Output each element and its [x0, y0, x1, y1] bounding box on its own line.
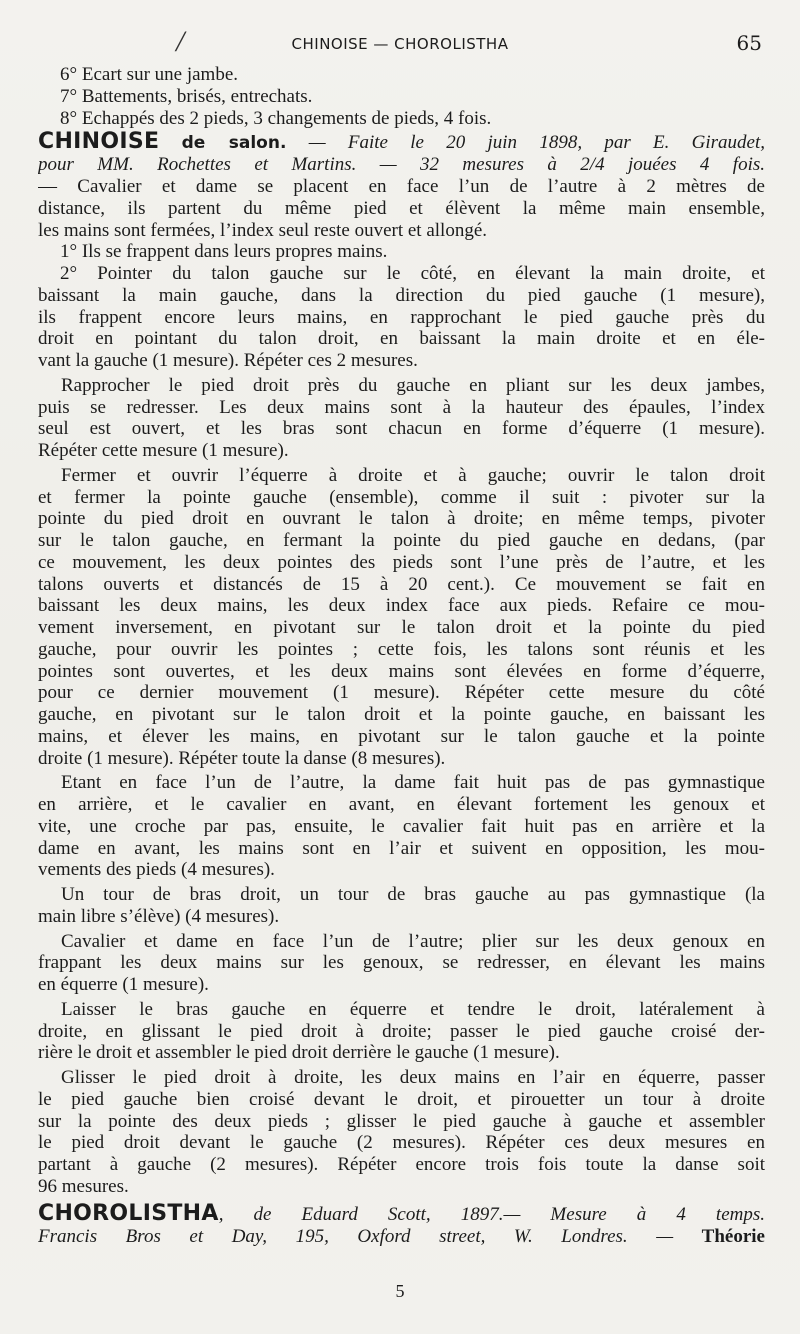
step-1: 1° Ils se frappent dans leurs propres mains.: [60, 241, 388, 263]
step-2: 2° Pointer du talon gauche sur le côté, en élevant la main droite, et: [60, 263, 765, 284]
text-line: talons ouverts et distancés de 15 à 20 cent.). Ce mouvement se fait en: [38, 573, 765, 595]
signature-mark: 5: [395, 1281, 405, 1301]
text-line: distance, ils partent du même pied et élèvent la même main ensemble,: [38, 197, 765, 219]
text-line: gauche, pour ouvrir les pointes ; cette fois, les talons sont réunis et les: [38, 638, 765, 660]
section-credit: — Faite le 20 juin 1898, par E. Giraudet,: [308, 132, 765, 154]
text-line: sur le talon gauche, en fermant la pointe du pied gauche en dedans, (par: [38, 530, 765, 551]
text-line: frappant les deux mains sur les genoux, se redresser, en élevant les mains: [38, 952, 765, 974]
text-line: mains, et élever les mains, en pivotant sur le talon gauche et la pointe: [38, 725, 765, 747]
text-line: puis se redresser. Les deux mains sont à la hauteur des épaules, l’index: [38, 396, 765, 418]
text-line: dame en avant, les mains sont en l’air et suivent en opposition, les mou-: [38, 837, 765, 859]
section-title: CHOROLISTHA: [38, 1200, 219, 1226]
text-line: le pied gauche bien croisé devant le droit, et pirouetter un tour à droite: [38, 1088, 765, 1110]
text-line: vant la gauche (1 mesure). Répéter ces 2 mesures.: [38, 350, 418, 371]
section-title: CHINOISE: [38, 129, 160, 155]
text-line: — Cavalier et dame se placent en face l’un de l’autre à 2 mètres de: [38, 176, 765, 197]
text-line: gauche, en pivotant sur le talon droit et la pointe gauche, en baissant les: [38, 704, 765, 725]
text-line: Glisser le pied droit à droite, les deux mains en l’air en équerre, passer: [61, 1067, 765, 1088]
text-line: pointes sont ouvertes, et les deux mains sont élevées en forme d’équerre,: [38, 660, 765, 682]
text-line: Un tour de bras droit, un tour de bras gauche au pas gymnastique (la: [61, 884, 765, 905]
text-line: partant à gauche (2 mesures). Répéter encore trois fois toute la danse soit: [38, 1154, 765, 1175]
text-line: droite, en glissant le pied droit à droite; passer le pied gauche croisé der-: [38, 1020, 765, 1042]
text-line: vement inversement, en pivotant sur le talon droit et la pointe du pied: [38, 617, 765, 638]
text-line: le pied droit devant le gauche (2 mesures). Répéter ces deux mesures en: [38, 1132, 765, 1154]
text-line: sur la pointe des deux pieds ; glisser le pied gauche à gauche et assembler: [38, 1110, 765, 1132]
section-meta: [38, 1226, 765, 1248]
text-line: les mains sont fermées, l’index seul reste ouvert et allongé.: [38, 219, 488, 241]
text-line: main libre s’élève) (4 mesures).: [38, 905, 280, 927]
text-line: Cavalier et dame en face l’un de l’autre; plier sur les deux genoux en: [61, 930, 765, 952]
text-line: Rapprocher le pied droit près du gauche en pliant sur les deux jambes,: [61, 374, 765, 396]
list-item: 8° Echappés des 2 pieds, 3 changements de pieds, 4 fois.: [60, 107, 492, 129]
text-line: Répéter cette mesure (1 mesure).: [38, 440, 289, 461]
theory-label: Théorie: [701, 1225, 765, 1247]
text-line: ce mouvement, les deux pointes des pieds sont l’une près de l’autre, et les: [38, 551, 765, 573]
text-line: rière le droit et assembler le pied droit derrière le gauche (1 mesure).: [38, 1042, 560, 1064]
text-line: 96 mesures.: [38, 1175, 129, 1197]
page-header: [0, 25, 800, 58]
text-line: pointe du pied droit en ouvrant le talon à droite; en même temps, pivoter: [38, 508, 765, 530]
text-line: Etant en face l’un de l’autre, la dame fait huit pas de pas gymnastique: [61, 772, 765, 794]
section-heading-chorolistha: [38, 1201, 765, 1226]
section-credit: , de Eduard Scott, 1897.— Mesure à 4 temps.: [218, 1203, 765, 1225]
text-line: et fermer la pointe gauche (ensemble), comme il suit : pivoter sur la: [38, 486, 765, 508]
page-body: [38, 64, 765, 1247]
text-line: Fermer et ouvrir l’équerre à droite et à gauche; ouvrir le talon droit: [61, 464, 765, 486]
text-line: en équerre (1 mesure).: [38, 974, 209, 995]
section-meta: pour MM. Rochettes et Martins. — 32 mesures à 2/4 jouées 4 fois.: [38, 154, 765, 176]
text-line: droite (1 mesure). Répéter toute la danse (8 mesures).: [38, 747, 446, 769]
section-subtitle: de salon.: [181, 133, 287, 154]
text-line: ils frappent encore leurs mains, en rapprochant le pied gauche près du: [38, 306, 765, 328]
text-line: vite, une croche par pas, ensuite, le cavalier fait huit pas en arrière et la: [38, 815, 765, 837]
text-line: droit en pointant du talon droit, en baissant la main droite et en éle-: [38, 328, 765, 350]
page-number: 65: [736, 31, 762, 55]
text-line: vements des pieds (4 mesures).: [38, 859, 275, 881]
list-item: 6° Ecart sur une jambe.: [60, 64, 239, 85]
text-line: Laisser le bras gauche en équerre et tendre le droit, latéralement à: [61, 998, 765, 1020]
section-heading-chinoise: [38, 129, 765, 154]
text-line: baissant la main gauche, dans la direction du pied gauche (1 mesure),: [38, 284, 765, 306]
publisher-text: Francis Bros et Day, 195, Oxford street, W. Londres. —: [38, 1225, 674, 1247]
text-line: pour ce dernier mouvement (1 mesure). Répéter cette mesure du côté: [38, 682, 765, 704]
pen-mark: /: [176, 25, 185, 58]
text-line: baissant les deux mains, les deux index face aux pieds. Refaire ce mou-: [38, 595, 765, 617]
list-item: 7° Battements, brisés, entrechats.: [60, 85, 313, 107]
text-line: seul est ouvert, et les bras sont chacun en forme d’équerre (1 mesure).: [38, 418, 765, 440]
text-line: en arrière, et le cavalier en avant, en élevant fortement les genoux et: [38, 794, 765, 815]
running-title: CHINOISE — CHOROLISTHA: [291, 35, 509, 53]
